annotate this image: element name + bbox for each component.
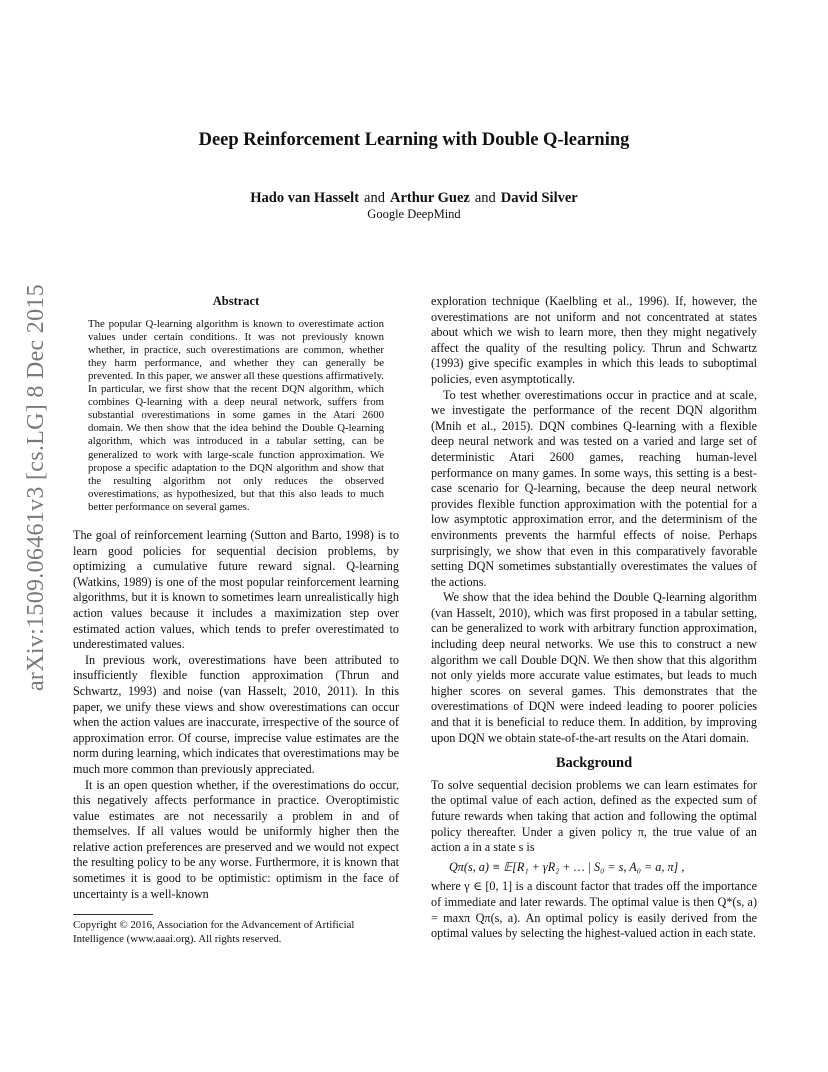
paper-title: Deep Reinforcement Learning with Double Q-learning <box>198 130 630 150</box>
author-2: Arthur Guez <box>389 190 470 206</box>
intro-paragraph-2: In previous work, overestimations have been attributed to insufficiently flexible function approximation (Thrun and Schwartz, 1993) and noise (van Hasselt, 2010, 2011). In this paper, we unify these views and show overestimations can occur when the action values are inaccurate, irrespective of the source of approximation error. Of course, imprecise value estimates are the norm during learning, which indicates that overestimations may be much more common than previously appreciated. <box>73 652 399 776</box>
background-paragraph-2: where γ ∈ [0, 1] is a discount factor that trades off the importance of immediate and later rewards. The optimal value is then Q*(s, a) = maxπ Qπ(s, a). An optimal policy is easily derived from the optimal values by selecting the highest-valued action in each state. <box>431 879 757 941</box>
author-3: David Silver <box>500 190 578 206</box>
intro-paragraph-5: To test whether overestimations occur in practice and at scale, we investigate the performance of the recent DQN algorithm (Mnih et al., 2015). DQN combines Q-learning with a flexible deep neural network and was tested on a varied and large set of deterministic Atari 2600 games, reaching human-level performance on many games. In some ways, this setting is a best-case scenario for Q-learning, because the deep neural network provides flexible function approximation with the potential for a low asymptotic approximation error, and the determinism of the environments prevents the harmful effects of noise. Perhaps surprisingly, we show that even in this comparatively favorable setting DQN sometimes substantially overestimates the values of the actions. <box>431 387 757 589</box>
author-list <box>0 190 828 207</box>
background-heading: Background <box>555 755 633 772</box>
affiliation: Google DeepMind <box>367 207 461 221</box>
abstract-text: The popular Q-learning algorithm is known to overestimate action values under certain conditions. It was not previously known whether, in practice, such overestimations are common, whether they harm performance, and whether they can generally be prevented. In this paper, we answer all these questions affirmatively. In particular, we first show that the recent DQN algorithm, which combines Q-learning with a deep neural network, suffers from substantial overestimations in some games in the Atari 2600 domain. We then show that the idea behind the Double Q-learning algorithm, which was introduced in a tabular setting, can be generalized to work with large-scale function approximation. We propose a specific adaptation to the DQN algorithm and show that the resulting algorithm not only reduces the observed overestimations, as hypothesized, but that this also leads to much better performance on several games. <box>88 317 384 513</box>
author-1: Hado van Hasselt <box>250 190 360 206</box>
intro-paragraph-6: We show that the idea behind the Double Q-learning algorithm (van Hasselt, 2010), which was first proposed in a tabular setting, can be generalized to work with arbitrary function approximation, including deep neural networks. We use this to construct a new algorithm we call Double DQN. We then show that this algorithm not only yields more accurate value estimates, but leads to much higher scores on several games. This demonstrates that the overestimations of DQN were indeed leading to poorer policies and that it is beneficial to reduce them. In addition, by improving upon DQN we obtain state-of-the-art results on the Atari domain. <box>431 590 757 745</box>
copyright-notice: Copyright © 2016, Association for the Advancement of Artificial Intelligence (www.aaai.org). All rights reserved. <box>73 919 355 945</box>
intro-paragraph-1: The goal of reinforcement learning (Sutton and Barto, 1998) is to learn good policies for sequential decision problems, by optimizing a cumulative future reward signal. Q-learning (Watkins, 1989) is one of the most popular reinforcement learning algorithms, but it is known to sometimes learn unrealistically high action values because it includes a maximization step over estimated action values, which tends to prefer overestimated to underestimated values. <box>73 528 399 652</box>
background-paragraph-1: To solve sequential decision problems we can learn estimates for the optimal value of each action, defined as the expected sum of future rewards when taking that action and following the optimal policy thereafter. Under a given policy π, the true value of an action a in a state s is <box>431 777 757 855</box>
footnote-divider <box>73 914 153 915</box>
arxiv-identifier-text: arXiv:1509.06461v3 [cs.LG] 8 Dec 2015 <box>23 283 50 692</box>
right-column <box>431 294 757 942</box>
author-separator-1: and <box>364 190 385 206</box>
arxiv-identifier <box>22 283 52 692</box>
intro-paragraph-3: It is an open question whether, if the overestimations do occur, this negatively affects performance in practice. Overoptimistic value estimates are not necessarily a problem in and of themselves. If all values would be uniformly higher then the relative action preferences are preserved and we would not expect the resulting policy to be any worse. Furthermore, it is known that sometimes it is good to be optimistic: optimism in the face of uncertainty is a well-known <box>73 777 399 901</box>
left-column <box>73 294 399 946</box>
value-equation: Qπ(s, a) ≡ 𝔼[R₁ + γR₂ + … | S₀ = s, A₀ = a, π] , <box>449 859 685 874</box>
abstract-heading: Abstract <box>212 294 260 308</box>
author-separator-2: and <box>474 190 496 206</box>
intro-paragraph-4: exploration technique (Kaelbling et al., 1996). If, however, the overestimations are not uniform and not concentrated at states about which we wish to learn more, then they might negatively affect the quality of the resulting policy. Thrun and Schwartz (1993) give specific examples in which this leads to suboptimal policies, even asymptotically. <box>431 294 757 386</box>
